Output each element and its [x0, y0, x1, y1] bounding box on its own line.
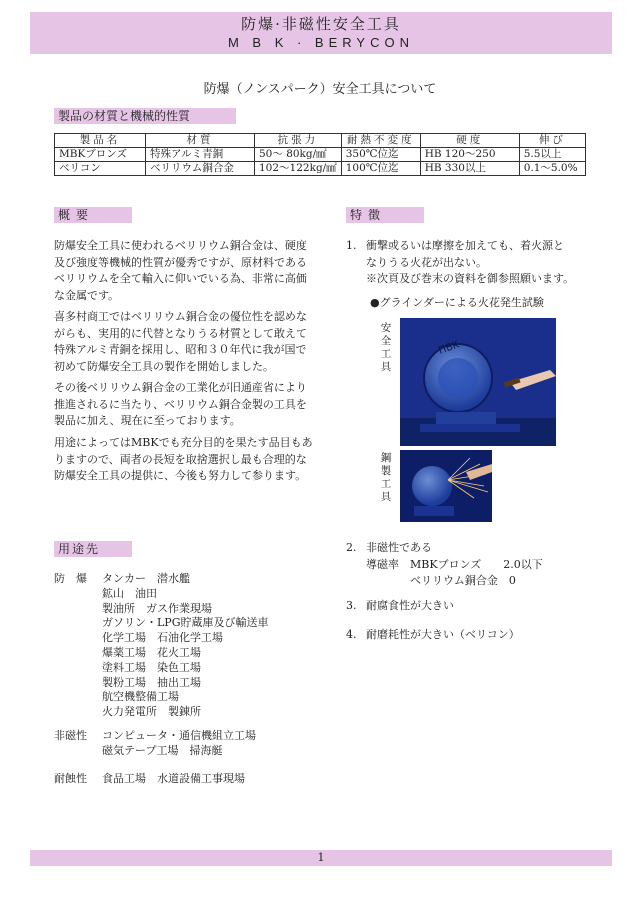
paragraph-text: 喜多村商工ではベリリウム銅合金の優位性を認めながらも、実用的に代替となりうる材質として敢えて特殊アルミ青銅を採用し、昭和３０年代に我が国で初めて防爆安全工具の製作を開始しました。 [54, 310, 307, 373]
feature-item-1 [346, 238, 606, 288]
spec-table-header [55, 134, 586, 148]
feature-line: 耐磨耗性が大きい（ベリコン） [366, 628, 520, 641]
table-cell: 0.1〜5.0% [519, 162, 585, 176]
banner-title-ja: 防爆·非磁性安全工具 [241, 15, 401, 33]
overview-heading: 概要 [54, 207, 132, 223]
table-cell: 350℃位迄 [341, 148, 420, 162]
list-item: タンカー 潜水艦 [102, 572, 190, 585]
feature-line: ベリリウム銅合金 0 [366, 574, 516, 587]
table-cell: ベリリウム銅合金 [146, 162, 255, 176]
table-cell: 50〜 80kg/㎟ [255, 148, 342, 162]
table-cell: 102〜122kg/㎟ [255, 162, 342, 176]
table-cell: MBKブロンズ [55, 148, 146, 162]
feature-item-2 [346, 540, 606, 590]
feature-line: なりうる火花が出ない。 [366, 255, 487, 269]
overview-paragraph-4 [54, 435, 316, 485]
feature-number: 4. [346, 628, 357, 641]
features-heading: 特徴 [346, 207, 424, 223]
overview-paragraph-1 [54, 238, 316, 304]
list-item: 塗料工場 染色工場 [102, 660, 201, 674]
feature-item-3 [346, 598, 606, 615]
use-category: 非磁性 [54, 729, 87, 742]
steel-tool-grinder-photo [400, 450, 492, 522]
list-item: 鉱山 油田 [102, 586, 157, 600]
paragraph-text: その後ベリリウム銅合金の工業化が旧通産省により推進されるに当たり、ベリリウム銅合金製の工具を製品に加え、現在に至っております。 [54, 381, 307, 427]
feature-line: 耐腐食性が大きい [366, 599, 454, 612]
paragraph-text: 防爆安全工具に使われるベリリウム銅合金は、硬度及び強度等機械的性質が優秀ですが、原材料であるベリリウムを全て輸入に仰いでいる為、非常に高価な金属です。 [54, 239, 307, 302]
spec-header-cell: 抗張力 [255, 134, 342, 148]
banner-title-en: M B K · BERYCON [227, 35, 414, 50]
grinder-caption: ●グラインダーによる火花発生試験 [370, 296, 544, 309]
material-section-heading: 製品の材質と機械的性質 [54, 108, 236, 124]
feature-line: 導磁率 MBKブロンズ 2.0以下 [366, 557, 543, 571]
page-number: 1 [317, 851, 325, 864]
feature-line: 非磁性である [366, 541, 432, 554]
feature-number: 2. [346, 541, 357, 554]
use-category: 防 爆 [54, 572, 87, 585]
uses-heading: 用途先 [54, 541, 132, 557]
spec-header-cell: 伸び [519, 134, 585, 148]
paragraph-text: 用途によってはMBKでも充分目的を果たす品目もありますので、両者の長短を取捨選択し最も合理的な防爆安全工具の提供に、今後も努力して参ります。 [54, 436, 313, 482]
list-item: 爆薬工場 花火工場 [102, 645, 201, 659]
page-title: 防爆（ノンスパーク）安全工具について [203, 82, 437, 97]
safety-tool-grinder-photo [400, 318, 556, 446]
list-item: 化学工場 石油化学工場 [102, 631, 223, 645]
svg-text:ΠBK: ΠBK [437, 339, 461, 357]
spec-table [54, 133, 586, 176]
list-item: 製油所 ガス作業現場 [102, 601, 212, 615]
table-cell: HB 120〜250 [420, 148, 519, 162]
feature-line: ※次頁及び巻末の資料を御参照願います。 [366, 272, 575, 285]
list-item: 航空機整備工場 [102, 690, 179, 704]
list-item: 製粉工場 抽出工場 [102, 675, 201, 689]
table-cell: 5.5以上 [519, 148, 585, 162]
spec-header-cell: 材質 [146, 134, 255, 148]
table-row [55, 148, 586, 162]
spec-header-cell: 耐熱不変度 [341, 134, 420, 148]
safety-tool-label: 安全工具 [380, 322, 392, 373]
spec-header-cell: 製品名 [55, 134, 146, 148]
list-item: 食品工場 水道設備工事現場 [102, 772, 245, 785]
table-row [55, 162, 586, 176]
feature-number: 3. [346, 599, 357, 612]
header-banner [30, 12, 612, 54]
spec-header-cell: 硬度 [420, 134, 519, 148]
overview-paragraph-3 [54, 380, 316, 430]
footer-banner [30, 850, 612, 866]
feature-line: 衝撃或るいは摩擦を加えても、着火源と [366, 239, 564, 252]
list-item: コンピュータ・通信機組立工場 [102, 729, 256, 742]
table-cell: 特殊アルミ青銅 [146, 148, 255, 162]
steel-tool-label: 鋼製工具 [380, 452, 392, 503]
feature-item-4 [346, 627, 606, 644]
use-category: 耐蝕性 [54, 772, 87, 785]
table-cell: ベリコン [55, 162, 146, 176]
list-item: ガソリン・LPG貯蔵庫及び輸送車 [102, 616, 269, 630]
table-cell: HB 330以上 [420, 162, 519, 176]
table-cell: 100℃位迄 [341, 162, 420, 176]
overview-paragraph-2 [54, 309, 316, 375]
list-item: 磁気テープ工場 掃海艇 [102, 743, 223, 757]
feature-number: 1. [346, 239, 357, 252]
list-item: 火力発電所 製錬所 [102, 705, 201, 719]
